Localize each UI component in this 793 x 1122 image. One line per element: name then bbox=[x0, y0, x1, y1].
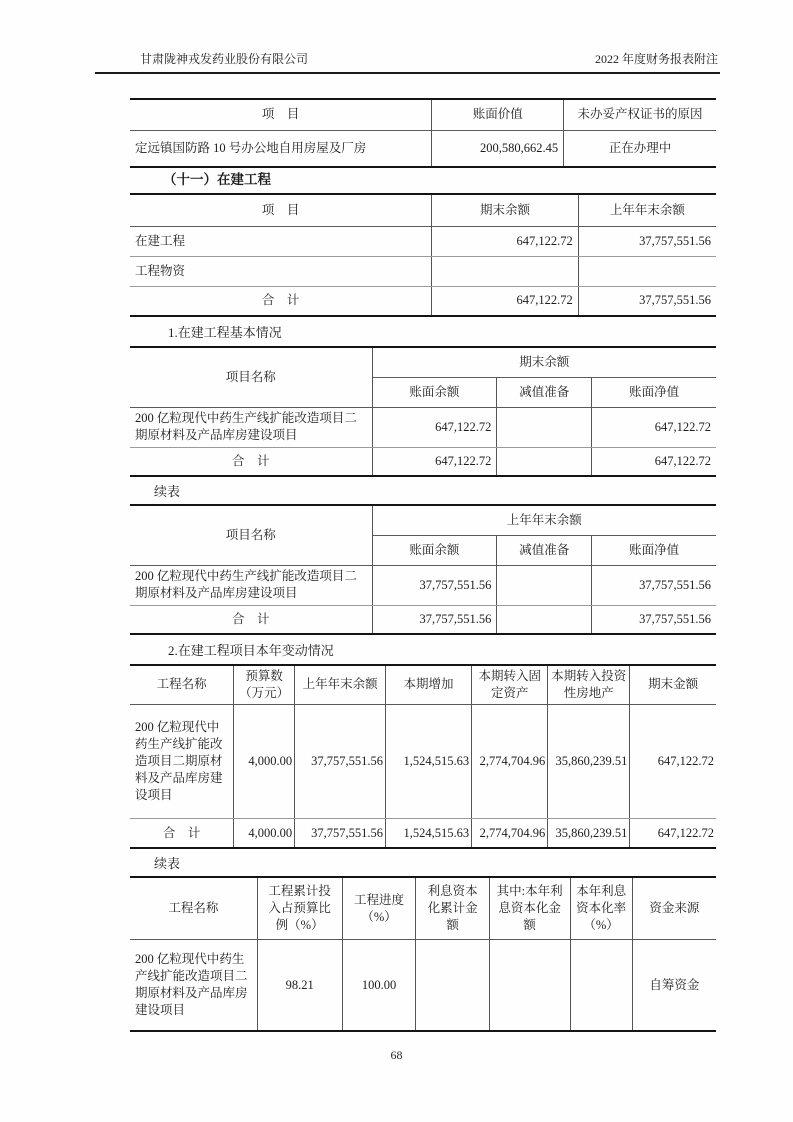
table-cell: 647,122.72 bbox=[657, 825, 714, 840]
table-cell: 35,860,239.51 bbox=[548, 818, 630, 848]
table-cell bbox=[497, 605, 592, 634]
table-cell: 647,122.72 bbox=[630, 704, 716, 818]
column-header: 上年年末余额 bbox=[295, 665, 386, 704]
table-cell: 647,122.72 bbox=[432, 226, 579, 256]
column-header: 项 目 bbox=[130, 194, 432, 226]
table-cell: 37,757,551.56 bbox=[639, 293, 711, 308]
note-title-basic: 1.在建工程基本情况 bbox=[168, 325, 282, 340]
column-header: 期末金额 bbox=[630, 665, 716, 704]
column-header: 账面余额 bbox=[372, 535, 497, 565]
table-row bbox=[130, 939, 716, 1031]
column-header: 减值准备 bbox=[497, 535, 592, 565]
table-cell: 647,122.72 bbox=[372, 407, 497, 447]
basic-prior-table bbox=[130, 504, 716, 635]
table-cell: 合 计 bbox=[130, 447, 372, 476]
table-cell: 2,774,704.96 bbox=[472, 818, 548, 848]
column-header: 账面余额 bbox=[372, 377, 497, 407]
column-header: 减值准备 bbox=[497, 377, 592, 407]
movement-table bbox=[130, 664, 716, 849]
table-cell: 37,757,551.56 bbox=[295, 818, 386, 848]
column-header: 工程名称 bbox=[130, 665, 234, 704]
table-cell: 在建工程 bbox=[130, 226, 432, 256]
table-cell: 37,757,551.56 bbox=[639, 611, 711, 626]
column-header: 项目名称 bbox=[130, 347, 372, 407]
table-cell: 647,122.72 bbox=[654, 453, 711, 468]
table-cell: 98.21 bbox=[257, 939, 342, 1031]
table-cell: 2,774,704.96 bbox=[472, 704, 548, 818]
table-cell: 自筹资金 bbox=[649, 977, 700, 992]
section-title-cip: （十一）在建工程 bbox=[163, 172, 271, 187]
table-cell: 定远镇国防路 10 号办公地自用房屋及厂房 bbox=[130, 130, 432, 167]
table-cell bbox=[497, 447, 592, 476]
table-row bbox=[130, 565, 716, 605]
table-cell: 100.00 bbox=[342, 939, 416, 1031]
table-cell: 35,860,239.51 bbox=[548, 704, 630, 818]
column-header: 工程累计投入占预算比例（%） bbox=[257, 877, 342, 939]
table-cell: 200,580,662.45 bbox=[432, 130, 564, 167]
funding-table bbox=[130, 876, 716, 1032]
column-header: 账面净值 bbox=[592, 535, 716, 565]
column-header: 项 目 bbox=[130, 99, 432, 130]
table-row-total bbox=[130, 286, 716, 316]
table-cell: 200 亿粒现代中药生产线扩能改造项目二期原材料及产品库房建设项目 bbox=[130, 565, 372, 605]
table-cell: 200 亿粒现代中药生产线扩能改造项目二期原材料及产品库房建设项目 bbox=[130, 407, 372, 447]
continued-table-label: 续表 bbox=[154, 856, 181, 872]
table-cell: 1,524,515.63 bbox=[385, 704, 471, 818]
column-header: 本期转入固定资产 bbox=[472, 665, 548, 704]
page-content bbox=[130, 98, 716, 1032]
table-cell bbox=[578, 256, 716, 286]
column-header: 工程进度（%） bbox=[342, 877, 416, 939]
table-cell: 合 计 bbox=[130, 605, 372, 634]
column-header: 其中:本年利息资本化金额 bbox=[489, 877, 570, 939]
table-cell: 4,000.00 bbox=[234, 704, 295, 818]
table-cell: 合 计 bbox=[130, 286, 432, 316]
table-cell bbox=[497, 407, 592, 447]
table-row bbox=[130, 256, 716, 286]
table-row-total bbox=[130, 605, 716, 634]
column-header: 本年利息资本化率（%） bbox=[570, 877, 632, 939]
note-title-movement: 2.在建工程项目本年变动情况 bbox=[168, 643, 334, 658]
table-cell: 37,757,551.56 bbox=[295, 704, 386, 818]
table-row bbox=[130, 407, 716, 447]
table-cell bbox=[416, 939, 489, 1031]
table-row bbox=[130, 130, 716, 167]
column-header: 本期增加 bbox=[385, 665, 471, 704]
table-cell bbox=[432, 256, 579, 286]
column-header: 本期转入投资性房地产 bbox=[548, 665, 630, 704]
table-cell bbox=[489, 939, 570, 1031]
table-row-total bbox=[130, 818, 716, 848]
column-header: 利息资本化累计金额 bbox=[416, 877, 489, 939]
table-cell: 647,122.72 bbox=[432, 286, 579, 316]
table-cell: 37,757,551.56 bbox=[578, 226, 716, 256]
column-header: 账面净值 bbox=[592, 377, 716, 407]
table-cell: 647,122.72 bbox=[592, 407, 716, 447]
group-header: 上年年末余额 bbox=[372, 505, 716, 535]
column-header: 未办妥产权证书的原因 bbox=[564, 99, 716, 130]
table-cell: 647,122.72 bbox=[372, 447, 497, 476]
table-row-total bbox=[130, 447, 716, 476]
table-row bbox=[130, 704, 716, 818]
column-header: 项目名称 bbox=[130, 505, 372, 565]
table-cell: 1,524,515.63 bbox=[385, 818, 471, 848]
table-cell: 37,757,551.56 bbox=[372, 565, 497, 605]
table-cell: 正在办理中 bbox=[608, 140, 672, 155]
basic-current-table bbox=[130, 346, 716, 477]
group-header: 期末余额 bbox=[372, 347, 716, 377]
page-number: 68 bbox=[390, 1048, 403, 1063]
table-cell: 37,757,551.56 bbox=[592, 565, 716, 605]
property-table bbox=[130, 98, 716, 168]
column-header: 预算数（万元） bbox=[234, 665, 295, 704]
table-cell: 37,757,551.56 bbox=[372, 605, 497, 634]
table-cell: 4,000.00 bbox=[234, 818, 295, 848]
table-row bbox=[130, 226, 716, 256]
continued-table-label: 续表 bbox=[154, 484, 181, 499]
column-header: 工程名称 bbox=[130, 877, 257, 939]
table-cell: 200 亿粒现代中药生产线扩能改造项目二期原材料及产品库房建设项目 bbox=[130, 704, 234, 818]
table-cell bbox=[497, 565, 592, 605]
column-header: 资金来源 bbox=[632, 877, 716, 939]
cip-summary-table bbox=[130, 193, 716, 317]
column-header: 上年年末余额 bbox=[578, 194, 716, 226]
table-cell: 工程物资 bbox=[130, 256, 432, 286]
table-cell: 200 亿粒现代中药生产线扩能改造项目二期原材料及产品库房建设项目 bbox=[130, 939, 257, 1031]
table-cell bbox=[570, 939, 632, 1031]
column-header: 期末余额 bbox=[432, 194, 579, 226]
company-name: 甘肃陇神戎发药业股份有限公司 bbox=[140, 52, 309, 66]
column-header: 账面价值 bbox=[432, 99, 564, 130]
table-cell: 合 计 bbox=[130, 818, 234, 848]
report-title: 2022 年度财务报表附注 bbox=[594, 52, 718, 66]
running-header bbox=[95, 50, 720, 74]
